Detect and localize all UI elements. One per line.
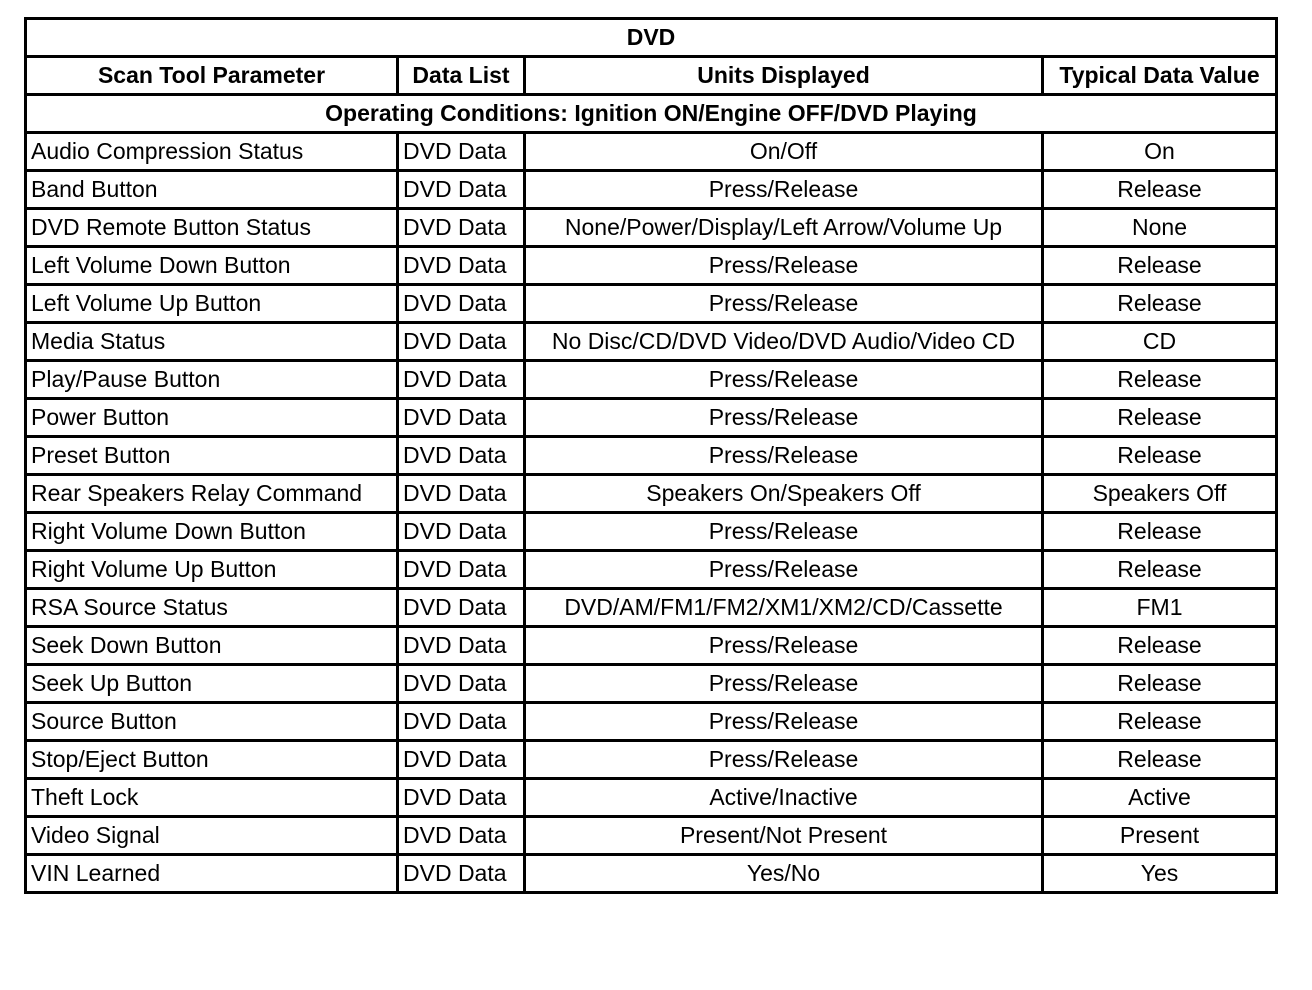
parameter-cell: Seek Down Button xyxy=(26,627,398,665)
header-typical-data-value: Typical Data Value xyxy=(1043,57,1277,95)
parameter-cell: Power Button xyxy=(26,399,398,437)
typical-value-cell: Yes xyxy=(1043,855,1277,893)
parameter-cell: RSA Source Status xyxy=(26,589,398,627)
data-list-cell: DVD Data xyxy=(398,665,525,703)
parameter-cell: Right Volume Up Button xyxy=(26,551,398,589)
data-list-cell: DVD Data xyxy=(398,589,525,627)
units-cell: Press/Release xyxy=(525,361,1043,399)
units-cell: On/Off xyxy=(525,133,1043,171)
typical-value-cell: Speakers Off xyxy=(1043,475,1277,513)
parameter-cell: Left Volume Up Button xyxy=(26,285,398,323)
parameter-cell: Video Signal xyxy=(26,817,398,855)
units-cell: Press/Release xyxy=(525,247,1043,285)
data-list-cell: DVD Data xyxy=(398,361,525,399)
units-cell: Press/Release xyxy=(525,703,1043,741)
units-cell: Present/Not Present xyxy=(525,817,1043,855)
units-cell: Press/Release xyxy=(525,437,1043,475)
data-list-cell: DVD Data xyxy=(398,437,525,475)
typical-value-cell: Release xyxy=(1043,551,1277,589)
table-row xyxy=(26,361,1277,399)
data-list-cell: DVD Data xyxy=(398,399,525,437)
table-row xyxy=(26,323,1277,361)
data-list-cell: DVD Data xyxy=(398,627,525,665)
header-units-displayed: Units Displayed xyxy=(525,57,1043,95)
parameter-cell: Left Volume Down Button xyxy=(26,247,398,285)
parameter-cell: Source Button xyxy=(26,703,398,741)
data-list-cell: DVD Data xyxy=(398,779,525,817)
table-row xyxy=(26,779,1277,817)
table-row xyxy=(26,437,1277,475)
table-row xyxy=(26,513,1277,551)
table-row xyxy=(26,247,1277,285)
table-row xyxy=(26,589,1277,627)
units-cell: No Disc/CD/DVD Video/DVD Audio/Video CD xyxy=(525,323,1043,361)
parameter-cell: VIN Learned xyxy=(26,855,398,893)
header-row xyxy=(26,57,1277,95)
data-list-cell: DVD Data xyxy=(398,855,525,893)
typical-value-cell: Present xyxy=(1043,817,1277,855)
typical-value-cell: Release xyxy=(1043,171,1277,209)
typical-value-cell: Release xyxy=(1043,627,1277,665)
parameter-cell: Stop/Eject Button xyxy=(26,741,398,779)
units-cell: Press/Release xyxy=(525,171,1043,209)
header-scan-tool-parameter: Scan Tool Parameter xyxy=(26,57,398,95)
parameter-cell: Band Button xyxy=(26,171,398,209)
table-row xyxy=(26,665,1277,703)
data-list-cell: DVD Data xyxy=(398,323,525,361)
units-cell: Active/Inactive xyxy=(525,779,1043,817)
data-list-cell: DVD Data xyxy=(398,741,525,779)
table-row xyxy=(26,551,1277,589)
data-list-cell: DVD Data xyxy=(398,209,525,247)
parameter-cell: Audio Compression Status xyxy=(26,133,398,171)
conditions-row xyxy=(26,95,1277,133)
data-list-cell: DVD Data xyxy=(398,703,525,741)
table-row xyxy=(26,171,1277,209)
typical-value-cell: Release xyxy=(1043,703,1277,741)
units-cell: Speakers On/Speakers Off xyxy=(525,475,1043,513)
typical-value-cell: Release xyxy=(1043,437,1277,475)
parameter-cell: Right Volume Down Button xyxy=(26,513,398,551)
units-cell: Press/Release xyxy=(525,551,1043,589)
units-cell: Press/Release xyxy=(525,665,1043,703)
table-row xyxy=(26,817,1277,855)
table-title: DVD xyxy=(26,19,1277,57)
typical-value-cell: None xyxy=(1043,209,1277,247)
units-cell: Press/Release xyxy=(525,285,1043,323)
table-row xyxy=(26,285,1277,323)
operating-conditions: Operating Conditions: Ignition ON/Engine OFF/DVD Playing xyxy=(26,95,1277,133)
typical-value-cell: Release xyxy=(1043,513,1277,551)
typical-value-cell: Release xyxy=(1043,741,1277,779)
typical-value-cell: On xyxy=(1043,133,1277,171)
parameter-cell: Play/Pause Button xyxy=(26,361,398,399)
units-cell: Press/Release xyxy=(525,513,1043,551)
data-list-cell: DVD Data xyxy=(398,551,525,589)
units-cell: Press/Release xyxy=(525,399,1043,437)
data-list-cell: DVD Data xyxy=(398,285,525,323)
typical-value-cell: FM1 xyxy=(1043,589,1277,627)
table-body xyxy=(26,133,1277,893)
data-list-cell: DVD Data xyxy=(398,133,525,171)
typical-value-cell: CD xyxy=(1043,323,1277,361)
typical-value-cell: Active xyxy=(1043,779,1277,817)
scan-tool-table xyxy=(24,17,1278,894)
table-row xyxy=(26,855,1277,893)
table-row xyxy=(26,399,1277,437)
typical-value-cell: Release xyxy=(1043,361,1277,399)
table-row xyxy=(26,475,1277,513)
units-cell: Press/Release xyxy=(525,627,1043,665)
data-list-cell: DVD Data xyxy=(398,475,525,513)
parameter-cell: Media Status xyxy=(26,323,398,361)
table-row xyxy=(26,133,1277,171)
typical-value-cell: Release xyxy=(1043,247,1277,285)
parameter-cell: Theft Lock xyxy=(26,779,398,817)
table-row xyxy=(26,627,1277,665)
units-cell: None/Power/Display/Left Arrow/Volume Up xyxy=(525,209,1043,247)
units-cell: DVD/AM/FM1/FM2/XM1/XM2/CD/Cassette xyxy=(525,589,1043,627)
typical-value-cell: Release xyxy=(1043,665,1277,703)
units-cell: Press/Release xyxy=(525,741,1043,779)
parameter-cell: Seek Up Button xyxy=(26,665,398,703)
header-data-list: Data List xyxy=(398,57,525,95)
typical-value-cell: Release xyxy=(1043,399,1277,437)
data-list-cell: DVD Data xyxy=(398,513,525,551)
table-row xyxy=(26,741,1277,779)
units-cell: Yes/No xyxy=(525,855,1043,893)
parameter-cell: Preset Button xyxy=(26,437,398,475)
data-list-cell: DVD Data xyxy=(398,171,525,209)
table-row xyxy=(26,703,1277,741)
data-list-cell: DVD Data xyxy=(398,247,525,285)
parameter-cell: Rear Speakers Relay Command xyxy=(26,475,398,513)
data-list-cell: DVD Data xyxy=(398,817,525,855)
parameter-cell: DVD Remote Button Status xyxy=(26,209,398,247)
table-row xyxy=(26,209,1277,247)
typical-value-cell: Release xyxy=(1043,285,1277,323)
title-row xyxy=(26,19,1277,57)
